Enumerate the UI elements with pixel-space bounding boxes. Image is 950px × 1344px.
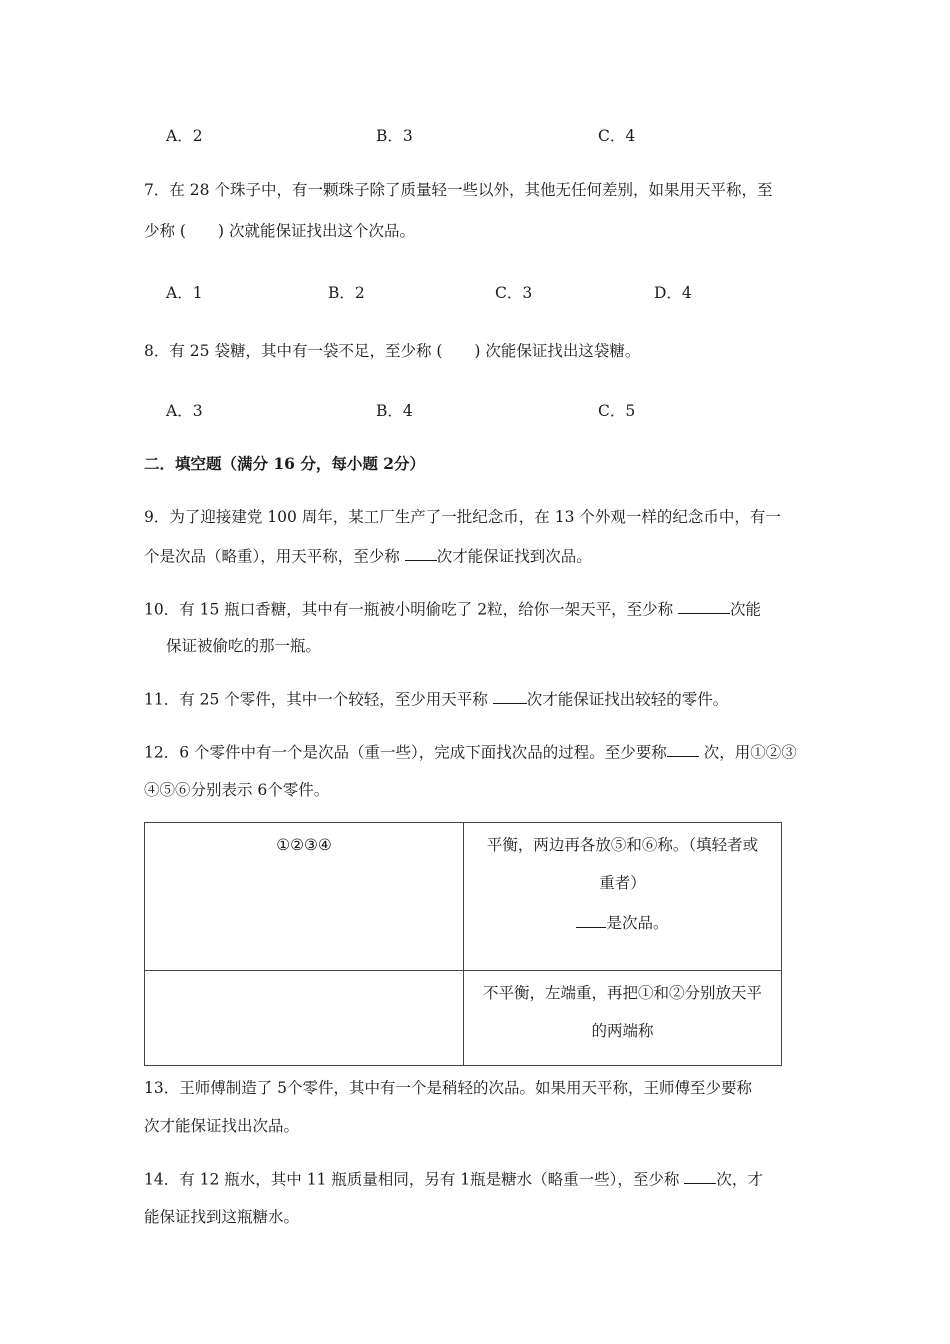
table-r1c2-line1: 平衡，两边再各放⑤和⑥称。（填轻者或 bbox=[486, 836, 759, 854]
q7-line2-post: ) 次就能保证找出这个次品。 bbox=[217, 222, 415, 240]
q12-line1 bbox=[144, 740, 797, 762]
q7-option-b: B．2 bbox=[328, 284, 365, 302]
q8-pre: 8．有 25 袋糖，其中有一袋不足，至少称 ( bbox=[144, 342, 443, 360]
q7-line2 bbox=[144, 219, 415, 241]
table-cell-r1c1 bbox=[145, 823, 464, 971]
table-r2c1-text bbox=[145, 971, 463, 974]
q7-line1: 7．在 28 个珠子中，有一颗珠子除了质量轻一些以外，其他无任何差别，如果用天平称，至 bbox=[144, 181, 773, 199]
table-cell-r1c2 bbox=[464, 823, 782, 971]
table-r1c2-line3 bbox=[464, 904, 781, 942]
q12-line1-post: 次，用①②③ bbox=[698, 743, 797, 762]
q10-line1-post: 次能 bbox=[730, 600, 762, 619]
q9-answer-blank[interactable] bbox=[405, 544, 437, 561]
q10-line1-pre: 10．有 15 瓶口香糖，其中有一瓶被小明偷吃了 2粒，给你一架天平，至少称 bbox=[144, 600, 679, 619]
q8-option-b: B．4 bbox=[376, 402, 413, 420]
q7-option-c: C．3 bbox=[495, 284, 533, 302]
q7-option-d: D．4 bbox=[654, 284, 692, 302]
q14-answer-blank[interactable] bbox=[684, 1167, 716, 1184]
q6-option-a: A．2 bbox=[166, 127, 203, 145]
q9-line1: 9．为了迎接建党 100 周年，某工厂生产了一批纪念币，在 13 个外观一样的纪念币中，有一 bbox=[144, 508, 781, 526]
q12-answer-blank[interactable] bbox=[667, 740, 699, 757]
q10-line1 bbox=[144, 597, 761, 619]
table-cell-r2c1[interactable] bbox=[145, 971, 464, 1066]
q11-post: 次才能保证找出较轻的零件。 bbox=[526, 690, 729, 709]
table-r1c1-text: ①②③④ bbox=[276, 836, 332, 854]
q7-line2-pre: 少称 ( bbox=[144, 222, 186, 240]
q14-line2: 能保证找到这瓶糖水。 bbox=[144, 1208, 300, 1226]
section2-title: 二．填空题（满分 16 分，每小题 2分） bbox=[144, 454, 426, 473]
q7-option-a: A．1 bbox=[166, 284, 203, 302]
q14-line1-pre: 14．有 12 瓶水，其中 11 瓶质量相同，另有 1瓶是糖水（略重一些），至少称 bbox=[144, 1170, 685, 1189]
q6-option-b: B．3 bbox=[376, 127, 413, 145]
q8-option-c: C．5 bbox=[598, 402, 636, 420]
q14-line1 bbox=[144, 1167, 763, 1189]
table-r2c2-line1: 不平衡，左端重，再把①和②分别放天平 bbox=[482, 984, 762, 1002]
table-r2c2-line2: 的两端称 bbox=[591, 1022, 654, 1040]
q8-line bbox=[144, 339, 640, 361]
q12-line2: ④⑤⑥分别表示 6个零件。 bbox=[144, 781, 330, 799]
table-cell-r2c2 bbox=[464, 971, 782, 1066]
q10-line2: 保证被偷吃的那一瓶。 bbox=[166, 637, 322, 655]
q11-pre: 11．有 25 个零件，其中一个较轻，至少用天平称 bbox=[144, 690, 493, 709]
q13-line1: 13．王师傅制造了 5个零件，其中有一个是稍轻的次品。如果用天平称，王师傅至少要称 bbox=[144, 1079, 753, 1097]
q12-line1-pre: 12．6 个零件中有一个是次品（重一些），完成下面找次品的过程。至少要称 bbox=[144, 743, 667, 762]
q9-line2-post: 次才能保证找到次品。 bbox=[436, 547, 592, 566]
q12-process-table bbox=[144, 822, 782, 1066]
q8-option-a: A．3 bbox=[166, 402, 203, 420]
q6-option-c: C．4 bbox=[598, 127, 636, 145]
q9-line2 bbox=[144, 544, 592, 566]
q11-line bbox=[144, 687, 728, 709]
q9-line2-pre: 个是次品（略重），用天平称，至少称 bbox=[144, 547, 405, 566]
q11-answer-blank[interactable] bbox=[493, 687, 527, 704]
q14-line1-post: 次，才 bbox=[716, 1170, 763, 1189]
table-r1c2-line3-text: 是次品。 bbox=[606, 914, 669, 932]
table-r1c2-line2: 重者） bbox=[599, 874, 646, 892]
q8-post: ) 次能保证找出这袋糖。 bbox=[474, 342, 641, 360]
q13-line2: 次才能保证找出次品。 bbox=[144, 1117, 300, 1135]
table-answer-blank[interactable] bbox=[576, 911, 606, 928]
q10-answer-blank[interactable] bbox=[678, 597, 730, 614]
